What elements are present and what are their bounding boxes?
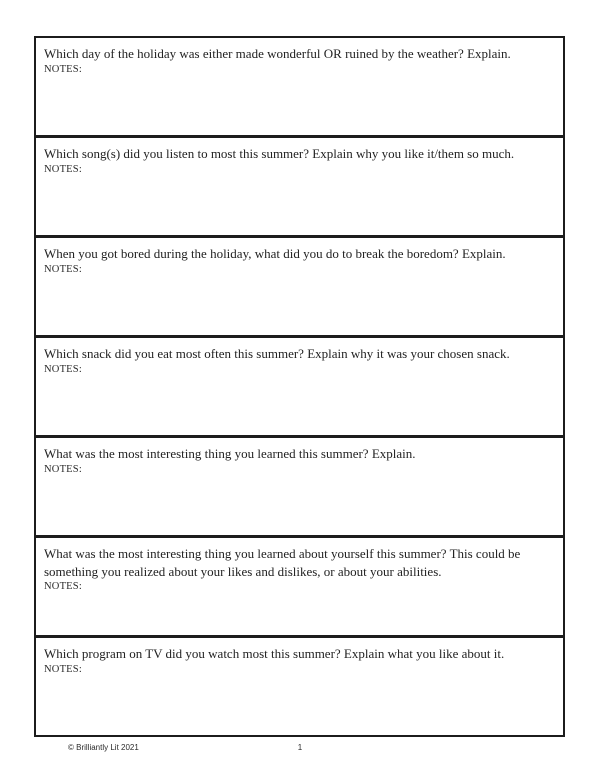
question-box-5 xyxy=(34,436,565,537)
notes-writing-area xyxy=(44,77,553,117)
notes-writing-area xyxy=(44,177,553,217)
notes-label: NOTES: xyxy=(44,63,82,75)
question-box-3 xyxy=(34,236,565,337)
footer-page-number: 1 xyxy=(297,743,303,752)
question-text: What was the most interesting thing you learned about yourself this summer? This could be something you realized about your likes and dislikes, or about your abilities. xyxy=(44,546,521,579)
page-footer xyxy=(0,741,600,755)
question-box-6 xyxy=(34,536,565,637)
question-box-2 xyxy=(34,136,565,237)
question-text: What was the most interesting thing you learned this summer? Explain. xyxy=(44,446,416,461)
notes-writing-area xyxy=(44,477,553,517)
notes-label: NOTES: xyxy=(44,363,82,375)
question-box-4 xyxy=(34,336,565,437)
notes-label: NOTES: xyxy=(44,463,82,475)
question-box-1 xyxy=(34,36,565,137)
notes-writing-area xyxy=(44,594,553,634)
notes-writing-area xyxy=(44,377,553,417)
question-text: When you got bored during the holiday, what did you do to break the boredom? Explain. xyxy=(44,246,506,261)
notes-label: NOTES: xyxy=(44,581,82,592)
question-text: Which program on TV did you watch most this summer? Explain what you like about it. xyxy=(44,646,505,661)
notes-label: NOTES: xyxy=(44,163,82,175)
question-box-7 xyxy=(34,636,565,737)
notes-label: NOTES: xyxy=(44,263,82,275)
question-box-list xyxy=(34,36,565,737)
question-text: Which song(s) did you listen to most this summer? Explain why you like it/them so much. xyxy=(44,146,515,161)
notes-writing-area xyxy=(44,677,553,717)
notes-writing-area xyxy=(44,277,553,317)
footer-copyright: © Brilliantly Lit 2021 xyxy=(68,743,139,752)
question-text: Which snack did you eat most often this summer? Explain why it was your chosen snack. xyxy=(44,346,510,361)
question-text: Which day of the holiday was either made wonderful OR ruined by the weather? Explain. xyxy=(44,46,511,61)
notes-label: NOTES: xyxy=(44,663,82,675)
